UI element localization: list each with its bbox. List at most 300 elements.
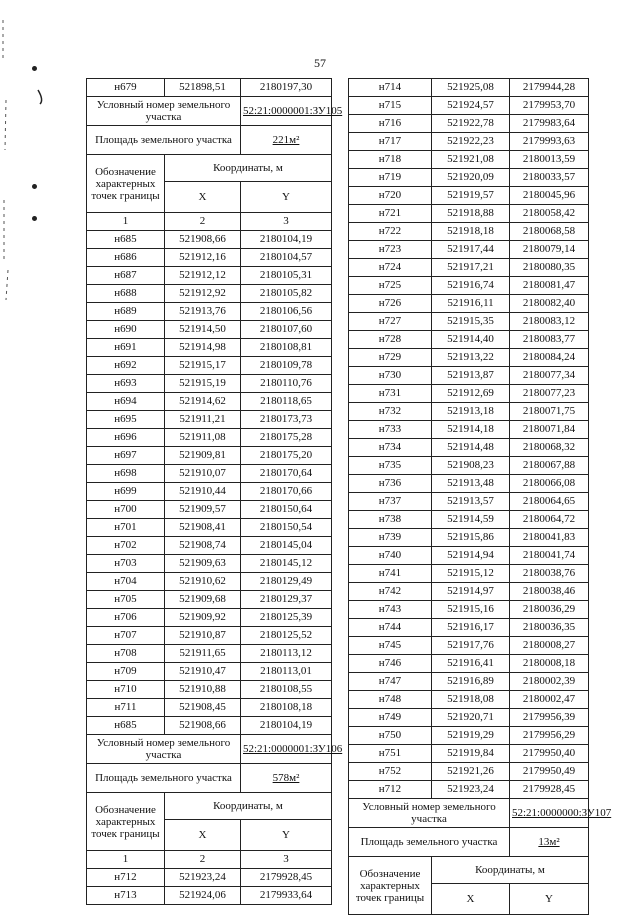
header-row bbox=[87, 793, 332, 820]
y-cell: 2180002,47 bbox=[510, 691, 589, 709]
point-cell: н695 bbox=[87, 411, 165, 429]
point-cell: н729 bbox=[349, 349, 432, 367]
y-cell: 2180150,54 bbox=[241, 519, 332, 537]
table-row bbox=[349, 421, 589, 439]
table-row bbox=[349, 565, 589, 583]
point-cell: н751 bbox=[349, 745, 432, 763]
table-row bbox=[349, 367, 589, 385]
table-row bbox=[349, 475, 589, 493]
point-cell: н735 bbox=[349, 457, 432, 475]
coords-header: Координаты, м bbox=[165, 793, 332, 820]
area-value: 13м² bbox=[510, 828, 589, 857]
point-cell: н711 bbox=[87, 699, 165, 717]
y-cell: 2180109,78 bbox=[241, 357, 332, 375]
point-cell: н749 bbox=[349, 709, 432, 727]
x-cell: 521908,66 bbox=[165, 717, 241, 735]
x-cell: 521912,16 bbox=[165, 249, 241, 267]
x-cell: 521909,57 bbox=[165, 501, 241, 519]
y-cell: 2180113,01 bbox=[241, 663, 332, 681]
table-row bbox=[87, 339, 332, 357]
point-cell: н752 bbox=[349, 763, 432, 781]
y-cell: 2180083,12 bbox=[510, 313, 589, 331]
y-cell: 2180110,76 bbox=[241, 375, 332, 393]
table-row bbox=[349, 745, 589, 763]
point-cell: н691 bbox=[87, 339, 165, 357]
x-cell: 521915,86 bbox=[432, 529, 510, 547]
x-cell: 521910,44 bbox=[165, 483, 241, 501]
area-value: 221м² bbox=[241, 126, 332, 155]
x-cell: 521912,69 bbox=[432, 385, 510, 403]
plot2-continued-rows bbox=[349, 79, 589, 799]
x-cell: 521916,11 bbox=[432, 295, 510, 313]
table-row bbox=[349, 79, 589, 97]
area-row bbox=[349, 828, 589, 857]
y-cell: 2180129,49 bbox=[241, 573, 332, 591]
point-cell: н715 bbox=[349, 97, 432, 115]
point-cell: н745 bbox=[349, 637, 432, 655]
table-row bbox=[349, 403, 589, 421]
x-cell: 521922,78 bbox=[432, 115, 510, 133]
point-cell: н718 bbox=[349, 151, 432, 169]
table-row bbox=[349, 187, 589, 205]
area-label: Площадь земельного участка bbox=[87, 126, 241, 155]
point-cell: н739 bbox=[349, 529, 432, 547]
point-cell: н728 bbox=[349, 331, 432, 349]
point-cell: н740 bbox=[349, 547, 432, 565]
y-header: Y bbox=[510, 884, 589, 915]
table-row bbox=[87, 887, 332, 905]
y-cell: 2180105,31 bbox=[241, 267, 332, 285]
x-cell: 521914,59 bbox=[432, 511, 510, 529]
y-cell: 2180013,59 bbox=[510, 151, 589, 169]
y-cell: 2180068,58 bbox=[510, 223, 589, 241]
point-cell: н701 bbox=[87, 519, 165, 537]
point-cell: н731 bbox=[349, 385, 432, 403]
y-cell: 2180084,24 bbox=[510, 349, 589, 367]
x-cell: 521919,57 bbox=[432, 187, 510, 205]
point-cell: н696 bbox=[87, 429, 165, 447]
x-cell: 521914,97 bbox=[432, 583, 510, 601]
table-row bbox=[349, 313, 589, 331]
table-row bbox=[87, 699, 332, 717]
point-cell: н748 bbox=[349, 691, 432, 709]
y-cell: 2180045,96 bbox=[510, 187, 589, 205]
table-row bbox=[87, 285, 332, 303]
page-number: 57 bbox=[314, 56, 326, 70]
left-coordinates-table bbox=[86, 78, 343, 905]
table-row bbox=[87, 411, 332, 429]
x-cell: 521909,63 bbox=[165, 555, 241, 573]
x-header: X bbox=[165, 182, 241, 213]
table-row bbox=[87, 717, 332, 735]
x-cell: 521909,68 bbox=[165, 591, 241, 609]
point-cell: н705 bbox=[87, 591, 165, 609]
y-cell: 2179944,28 bbox=[510, 79, 589, 97]
x-cell: 521914,48 bbox=[432, 439, 510, 457]
cadastral-row bbox=[87, 735, 332, 764]
y-cell: 2180079,14 bbox=[510, 241, 589, 259]
point-cell: н738 bbox=[349, 511, 432, 529]
x-cell: 521921,08 bbox=[432, 151, 510, 169]
table-row bbox=[349, 385, 589, 403]
x-cell: 521924,57 bbox=[432, 97, 510, 115]
point-cell: н706 bbox=[87, 609, 165, 627]
y-cell: 2180082,40 bbox=[510, 295, 589, 313]
y-cell: 2180077,34 bbox=[510, 367, 589, 385]
x-cell: 521912,92 bbox=[165, 285, 241, 303]
y-cell: 2180104,19 bbox=[241, 717, 332, 735]
y-cell: 2180071,84 bbox=[510, 421, 589, 439]
coords-header: Координаты, м bbox=[165, 155, 332, 182]
y-cell: 2180104,19 bbox=[241, 231, 332, 249]
point-cell: н725 bbox=[349, 277, 432, 295]
x-cell: 521913,57 bbox=[432, 493, 510, 511]
x-cell: 521918,88 bbox=[432, 205, 510, 223]
y-cell: 2179993,63 bbox=[510, 133, 589, 151]
right-coordinates-table bbox=[348, 78, 612, 915]
point-cell: н727 bbox=[349, 313, 432, 331]
x-cell: 521913,22 bbox=[432, 349, 510, 367]
y-cell: 2180108,81 bbox=[241, 339, 332, 357]
point-cell: н699 bbox=[87, 483, 165, 501]
x-cell: 521916,89 bbox=[432, 673, 510, 691]
y-cell: 2180106,56 bbox=[241, 303, 332, 321]
y-cell: 2180104,57 bbox=[241, 249, 332, 267]
x-cell: 521913,48 bbox=[432, 475, 510, 493]
y-cell: 2180197,30 bbox=[241, 79, 332, 97]
table-row bbox=[349, 349, 589, 367]
table-row bbox=[349, 115, 589, 133]
table-row bbox=[87, 483, 332, 501]
y-cell: 2180002,39 bbox=[510, 673, 589, 691]
table-row bbox=[349, 439, 589, 457]
table-row bbox=[87, 447, 332, 465]
point-cell: н708 bbox=[87, 645, 165, 663]
y-cell: 2179928,45 bbox=[510, 781, 589, 799]
x-cell: 521918,08 bbox=[432, 691, 510, 709]
y-header: Y bbox=[241, 182, 332, 213]
point-cell: н714 bbox=[349, 79, 432, 97]
y-cell: 2180080,35 bbox=[510, 259, 589, 277]
table-row bbox=[349, 781, 589, 799]
x-cell: 521914,50 bbox=[165, 321, 241, 339]
table-row bbox=[349, 241, 589, 259]
point-cell: н690 bbox=[87, 321, 165, 339]
table-row bbox=[349, 277, 589, 295]
table-row bbox=[349, 691, 589, 709]
point-cell: н712 bbox=[349, 781, 432, 799]
y-cell: 2180145,04 bbox=[241, 537, 332, 555]
table-row bbox=[87, 79, 332, 97]
table-row bbox=[87, 591, 332, 609]
y-cell: 2180118,65 bbox=[241, 393, 332, 411]
x-cell: 521898,51 bbox=[165, 79, 241, 97]
point-cell: н688 bbox=[87, 285, 165, 303]
point-cell: н726 bbox=[349, 295, 432, 313]
x-cell: 521910,07 bbox=[165, 465, 241, 483]
table-row bbox=[349, 583, 589, 601]
x-cell: 521908,23 bbox=[432, 457, 510, 475]
table-row bbox=[349, 709, 589, 727]
table-row bbox=[349, 637, 589, 655]
point-cell: н710 bbox=[87, 681, 165, 699]
y-cell: 2180008,27 bbox=[510, 637, 589, 655]
y-cell: 2180064,72 bbox=[510, 511, 589, 529]
column-number-row bbox=[87, 851, 332, 869]
y-cell: 2180066,08 bbox=[510, 475, 589, 493]
x-cell: 521913,87 bbox=[432, 367, 510, 385]
x-cell: 521909,81 bbox=[165, 447, 241, 465]
table-row bbox=[87, 573, 332, 591]
point-header: Обозначение характерных точек границы bbox=[87, 793, 165, 851]
y-cell: 2180129,37 bbox=[241, 591, 332, 609]
table-row bbox=[87, 429, 332, 447]
point-cell: н730 bbox=[349, 367, 432, 385]
point-cell: н704 bbox=[87, 573, 165, 591]
point-cell: н694 bbox=[87, 393, 165, 411]
table-row bbox=[349, 619, 589, 637]
table-row bbox=[87, 681, 332, 699]
binding-margin bbox=[0, 0, 30, 320]
y-cell: 2179956,29 bbox=[510, 727, 589, 745]
y-cell: 2180125,52 bbox=[241, 627, 332, 645]
header-row bbox=[349, 857, 589, 884]
area-label: Площадь земельного участка bbox=[87, 764, 241, 793]
table-row bbox=[349, 529, 589, 547]
point-cell: н702 bbox=[87, 537, 165, 555]
table-row bbox=[349, 133, 589, 151]
x-cell: 521908,74 bbox=[165, 537, 241, 555]
x-cell: 521914,62 bbox=[165, 393, 241, 411]
point-cell: н746 bbox=[349, 655, 432, 673]
point-cell: н722 bbox=[349, 223, 432, 241]
plot2-coordinate-rows bbox=[87, 869, 332, 905]
x-cell: 521923,24 bbox=[432, 781, 510, 799]
y-cell: 2180125,39 bbox=[241, 609, 332, 627]
x-header: X bbox=[432, 884, 510, 915]
y-cell: 2180105,82 bbox=[241, 285, 332, 303]
table-row bbox=[349, 457, 589, 475]
point-cell: н698 bbox=[87, 465, 165, 483]
point-cell: н732 bbox=[349, 403, 432, 421]
point-cell: н713 bbox=[87, 887, 165, 905]
table-row bbox=[349, 673, 589, 691]
cadastral-number: 52:21:0000001:ЗУ105 bbox=[241, 97, 332, 126]
punch-hole-mark bbox=[32, 216, 37, 221]
y-cell: 2180068,32 bbox=[510, 439, 589, 457]
point-cell: н724 bbox=[349, 259, 432, 277]
table-row bbox=[87, 609, 332, 627]
point-cell: н685 bbox=[87, 231, 165, 249]
point-cell: н709 bbox=[87, 663, 165, 681]
table-row bbox=[349, 493, 589, 511]
point-header: Обозначение характерных точек границы bbox=[349, 857, 432, 915]
col-number: 3 bbox=[241, 213, 332, 231]
table-row bbox=[87, 375, 332, 393]
x-header: X bbox=[165, 820, 241, 851]
point-cell: н697 bbox=[87, 447, 165, 465]
x-cell: 521917,76 bbox=[432, 637, 510, 655]
table-row bbox=[87, 645, 332, 663]
x-cell: 521916,17 bbox=[432, 619, 510, 637]
x-cell: 521921,26 bbox=[432, 763, 510, 781]
y-cell: 2180064,65 bbox=[510, 493, 589, 511]
table-row bbox=[87, 393, 332, 411]
y-cell: 2180033,57 bbox=[510, 169, 589, 187]
col-number: 2 bbox=[165, 213, 241, 231]
x-cell: 521914,98 bbox=[165, 339, 241, 357]
point-cell: н737 bbox=[349, 493, 432, 511]
y-cell: 2180170,64 bbox=[241, 465, 332, 483]
table-row bbox=[87, 519, 332, 537]
cadastral-row bbox=[87, 97, 332, 126]
table-row bbox=[87, 465, 332, 483]
x-cell: 521916,74 bbox=[432, 277, 510, 295]
y-cell: 2179950,40 bbox=[510, 745, 589, 763]
y-cell: 2179950,49 bbox=[510, 763, 589, 781]
point-cell: н744 bbox=[349, 619, 432, 637]
point-cell: н734 bbox=[349, 439, 432, 457]
col-number: 1 bbox=[87, 851, 165, 869]
y-cell: 2180071,75 bbox=[510, 403, 589, 421]
y-cell: 2180041,74 bbox=[510, 547, 589, 565]
y-cell: 2180067,88 bbox=[510, 457, 589, 475]
y-cell: 2180058,42 bbox=[510, 205, 589, 223]
table-row bbox=[87, 249, 332, 267]
x-cell: 521914,40 bbox=[432, 331, 510, 349]
x-cell: 521913,76 bbox=[165, 303, 241, 321]
x-cell: 521908,41 bbox=[165, 519, 241, 537]
x-cell: 521910,88 bbox=[165, 681, 241, 699]
x-cell: 521915,19 bbox=[165, 375, 241, 393]
x-cell: 521908,66 bbox=[165, 231, 241, 249]
x-cell: 521920,09 bbox=[432, 169, 510, 187]
y-cell: 2180041,83 bbox=[510, 529, 589, 547]
x-cell: 521919,29 bbox=[432, 727, 510, 745]
table-row bbox=[349, 655, 589, 673]
point-cell: н717 bbox=[349, 133, 432, 151]
point-cell: н712 bbox=[87, 869, 165, 887]
y-cell: 2179983,64 bbox=[510, 115, 589, 133]
point-cell: н736 bbox=[349, 475, 432, 493]
x-cell: 521922,23 bbox=[432, 133, 510, 151]
x-cell: 521918,18 bbox=[432, 223, 510, 241]
y-cell: 2180036,29 bbox=[510, 601, 589, 619]
table-row bbox=[349, 763, 589, 781]
table-row bbox=[349, 97, 589, 115]
table-row bbox=[349, 223, 589, 241]
table-row bbox=[349, 151, 589, 169]
point-cell: н741 bbox=[349, 565, 432, 583]
y-cell: 2180108,18 bbox=[241, 699, 332, 717]
cadastral-number: 52:21:0000001:ЗУ106 bbox=[241, 735, 332, 764]
table-row bbox=[349, 169, 589, 187]
x-cell: 521924,06 bbox=[165, 887, 241, 905]
table-row bbox=[87, 303, 332, 321]
table-row bbox=[87, 231, 332, 249]
x-cell: 521910,87 bbox=[165, 627, 241, 645]
x-cell: 521908,45 bbox=[165, 699, 241, 717]
point-cell: н700 bbox=[87, 501, 165, 519]
y-cell: 2180008,18 bbox=[510, 655, 589, 673]
y-cell: 2180150,64 bbox=[241, 501, 332, 519]
cadastral-label: Условный номер земельного участка bbox=[87, 97, 241, 126]
x-cell: 521912,12 bbox=[165, 267, 241, 285]
x-cell: 521915,12 bbox=[432, 565, 510, 583]
point-cell: н721 bbox=[349, 205, 432, 223]
x-cell: 521910,47 bbox=[165, 663, 241, 681]
point-cell: н747 bbox=[349, 673, 432, 691]
point-cell: н703 bbox=[87, 555, 165, 573]
table-row bbox=[349, 295, 589, 313]
y-cell: 2179928,45 bbox=[241, 869, 332, 887]
point-cell: н685 bbox=[87, 717, 165, 735]
x-cell: 521910,62 bbox=[165, 573, 241, 591]
x-cell: 521916,41 bbox=[432, 655, 510, 673]
table-row bbox=[87, 663, 332, 681]
point-cell: н687 bbox=[87, 267, 165, 285]
table-row bbox=[87, 267, 332, 285]
x-cell: 521909,92 bbox=[165, 609, 241, 627]
punch-hole-mark bbox=[32, 184, 37, 189]
point-cell: н723 bbox=[349, 241, 432, 259]
x-cell: 521915,16 bbox=[432, 601, 510, 619]
table-row bbox=[349, 259, 589, 277]
y-cell: 2180107,60 bbox=[241, 321, 332, 339]
area-row bbox=[87, 764, 332, 793]
y-cell: 2180083,77 bbox=[510, 331, 589, 349]
point-cell: н733 bbox=[349, 421, 432, 439]
y-cell: 2180108,55 bbox=[241, 681, 332, 699]
coords-header: Координаты, м bbox=[432, 857, 589, 884]
point-cell: н692 bbox=[87, 357, 165, 375]
column-number-row bbox=[87, 213, 332, 231]
table-row bbox=[349, 727, 589, 745]
point-header: Обозначение характерных точек границы bbox=[87, 155, 165, 213]
x-cell: 521925,08 bbox=[432, 79, 510, 97]
y-cell: 2180077,23 bbox=[510, 385, 589, 403]
col-number: 3 bbox=[241, 851, 332, 869]
point-cell: н686 bbox=[87, 249, 165, 267]
header-row bbox=[87, 155, 332, 182]
area-label: Площадь земельного участка bbox=[349, 828, 510, 857]
point-cell: н679 bbox=[87, 79, 165, 97]
y-cell: 2180170,66 bbox=[241, 483, 332, 501]
area-row bbox=[87, 126, 332, 155]
area-value: 578м² bbox=[241, 764, 332, 793]
y-cell: 2180145,12 bbox=[241, 555, 332, 573]
table-row bbox=[349, 331, 589, 349]
plot1-coordinate-rows bbox=[87, 231, 332, 735]
table-row bbox=[87, 537, 332, 555]
point-cell: н716 bbox=[349, 115, 432, 133]
y-cell: 2180038,46 bbox=[510, 583, 589, 601]
y-cell: 2180113,12 bbox=[241, 645, 332, 663]
y-cell: 2179956,39 bbox=[510, 709, 589, 727]
cadastral-label: Условный номер земельного участка bbox=[87, 735, 241, 764]
cadastral-number: 52:21:0000000:ЗУ107 bbox=[510, 799, 589, 828]
table-row bbox=[87, 501, 332, 519]
x-cell: 521911,21 bbox=[165, 411, 241, 429]
table-row bbox=[87, 555, 332, 573]
point-cell: н689 bbox=[87, 303, 165, 321]
x-cell: 521911,08 bbox=[165, 429, 241, 447]
table-row bbox=[349, 205, 589, 223]
cadastral-label: Условный номер земельного участка bbox=[349, 799, 510, 828]
table-row bbox=[87, 869, 332, 887]
scan-edge-marks bbox=[0, 0, 30, 320]
point-cell: н743 bbox=[349, 601, 432, 619]
